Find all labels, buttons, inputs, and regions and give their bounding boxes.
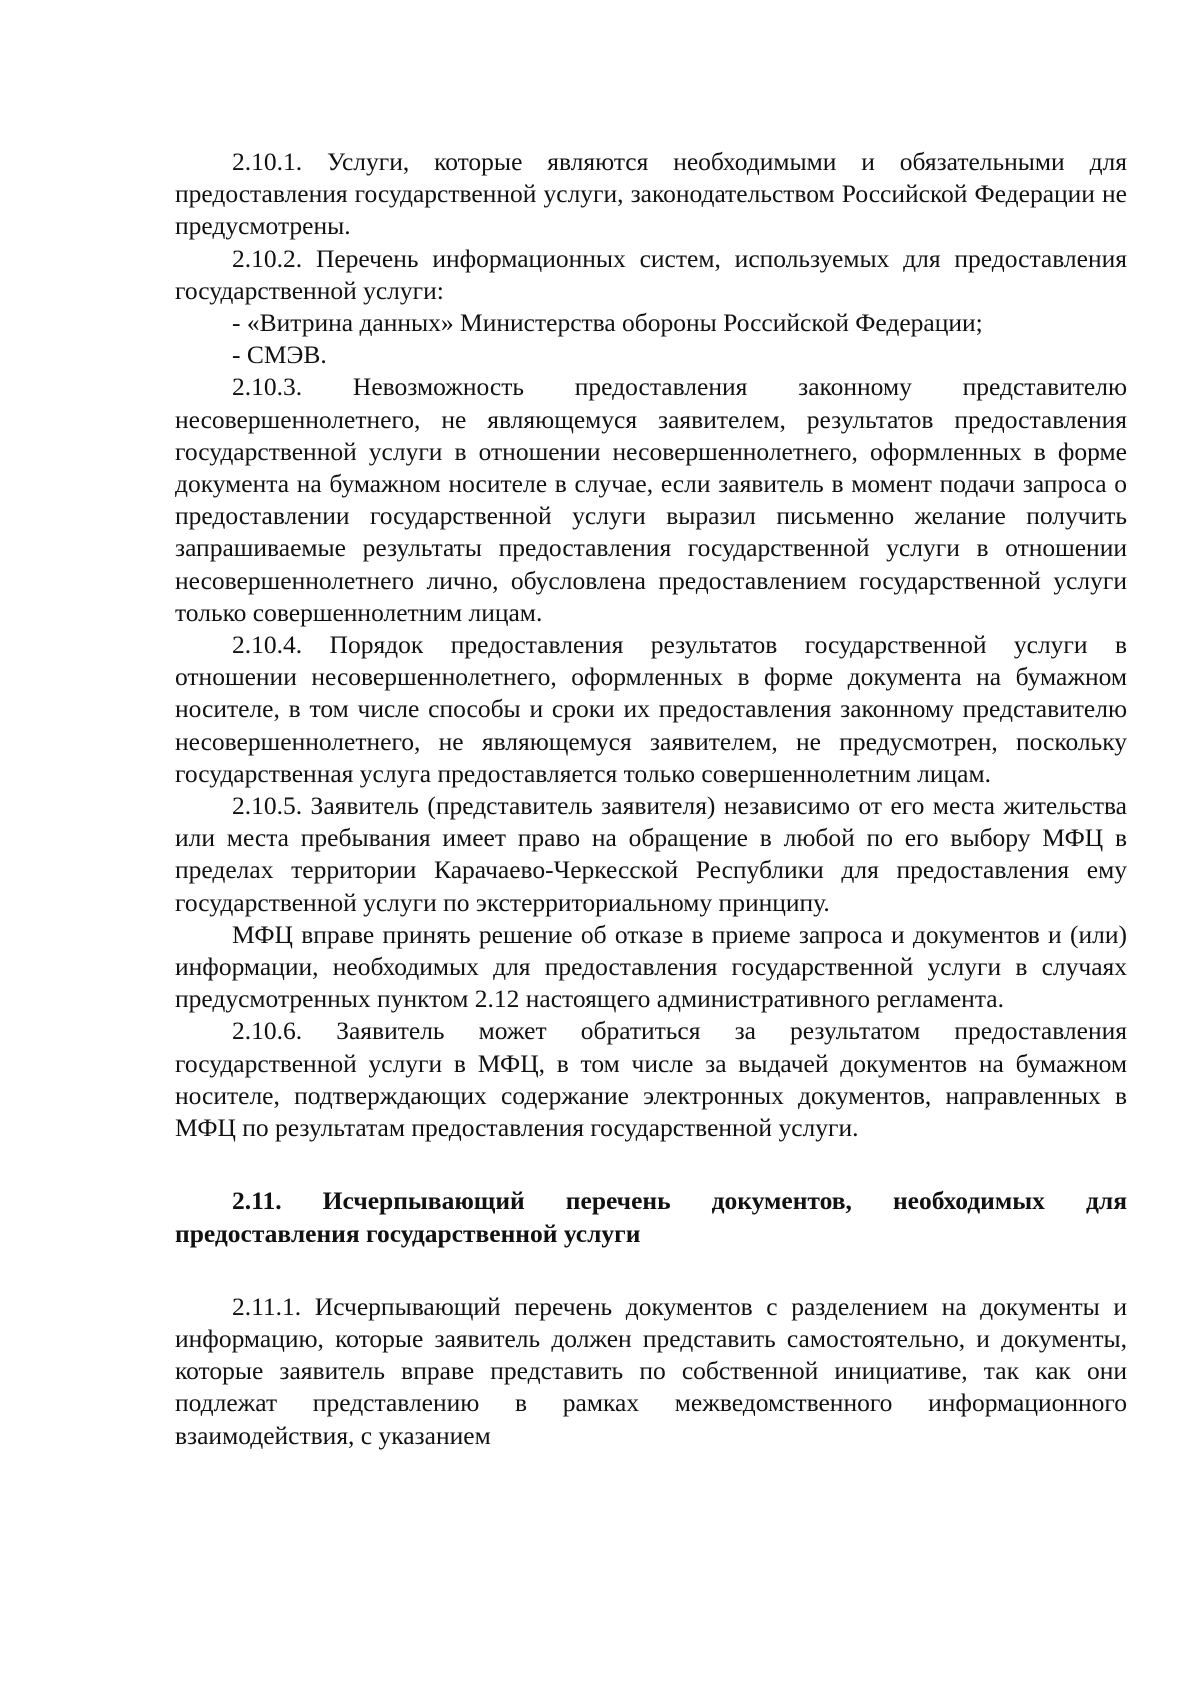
document-page	[175, 146, 1127, 1452]
paragraph-2-10-3: 2.10.3. Невозможность предоставления законному представителю несовершеннолетнего, не являющемуся заявителем, результатов предоставления государственной услуги в отношении несовершеннолетнего, оформленных в форме документа на бумажном носителе в случае, если заявитель в момент подачи запроса о предоставлении государственной услуги выразил письменно желание получить запрашиваемые результаты предоставления государственной услуги в отношении несовершеннолетнего лично, обусловлена предоставлением государственной услуги только совершеннолетним лицам.	[175, 372, 1127, 627]
paragraph-2-10-6: 2.10.6. Заявитель может обратиться за результатом предоставления государственной услуги в МФЦ, в том числе за выдачей документов на бумажном носителе, подтверждающих содержание электронных документов, направленных в МФЦ по результатам предоставления государственной услуги.	[175, 1016, 1127, 1143]
paragraph-2-10-5: 2.10.5. Заявитель (представитель заявителя) независимо от его места жительства или места пребывания имеет право на обращение в любой по его выбору МФЦ в пределах территории Карачаево-Черкесской Республики для предоставления ему государственной услуги по экстерриториальному принципу.	[175, 791, 1127, 917]
paragraph-2-11-1: 2.11.1. Исчерпывающий перечень документов с разделением на документы и информацию, которые заявитель должен представить самостоятельно, и документы, которые заявитель вправе представить по собственной инициативе, так как они подлежат представлению в рамках межведомственного информационного взаимодействия, с указанием	[175, 1291, 1127, 1450]
list-item-vitrina: - «Витрина данных» Министерства обороны Российской Федерации;	[232, 308, 983, 338]
paragraph-2-10-2: 2.10.2. Перечень информационных систем, используемых для предоставления государственной услуги:	[175, 243, 1127, 305]
paragraph-mfc-refusal: МФЦ вправе принять решение об отказе в приеме запроса и документов и (или) информации, необходимых для предоставления государственной услуги в случаях предусмотренных пунктом 2.12 настоящего административного регламента.	[175, 919, 1127, 1014]
paragraph-2-10-4: 2.10.4. Порядок предоставления результатов государственной услуги в отношении несовершеннолетнего, оформленных в форме документа на бумажном носителе, в том числе способы и сроки их предоставления законному представителю несовершеннолетнего, не являющемуся заявителем, не предусмотрен, поскольку государственная услуга предоставляется только совершеннолетним лицам.	[175, 630, 1127, 788]
section-heading-2-11: 2.11. Исчерпывающий перечень документов, необходимых для предоставления государственной услуги	[175, 1186, 1127, 1248]
list-item-smev: - СМЭВ.	[232, 340, 327, 370]
paragraph-2-10-1: 2.10.1. Услуги, которые являются необходимыми и обязательными для предоставления государственной услуги, законодательством Российской Федерации не предусмотрены.	[175, 147, 1127, 241]
